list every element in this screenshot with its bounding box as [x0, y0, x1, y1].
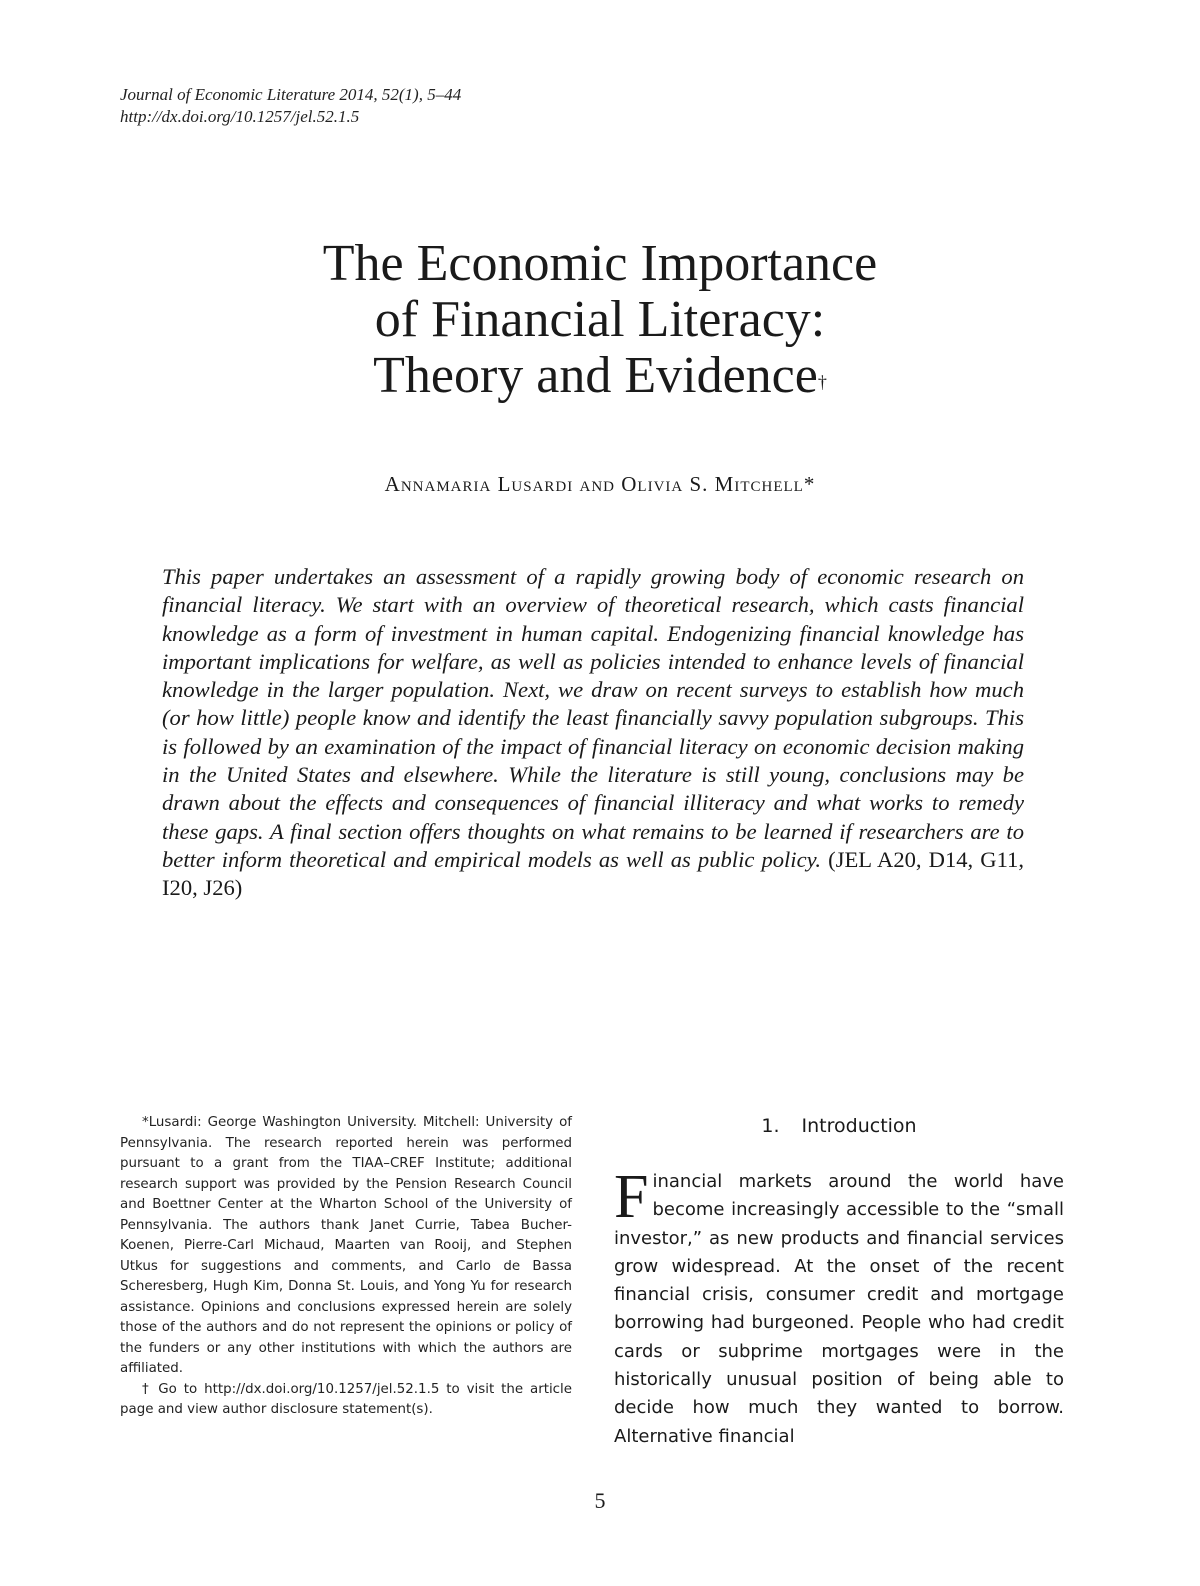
footnote-disclosure: † Go to http://dx.doi.org/10.1257/jel.52.1.5 to visit the article page and view author disclosure statement(s).	[120, 1381, 572, 1417]
paper-title	[0, 236, 1200, 404]
section-title: Introduction	[801, 1115, 917, 1137]
title-line-3-text: Theory and Evidence	[373, 347, 818, 404]
intro-text: inancial markets around the world have become increasingly accessible to the “small investor,” as new products and financial services grow widespread. At the onset of the recent financial crisis, consumer credit and mortgage borrowing had burgeoned. People who had credit cards or subprime mortgages were in the historically unusual position of being able to decide how much they wanted to borrow. Alternative financial	[614, 1171, 1064, 1447]
authors: Annamaria Lusardi and Olivia S. Mitchell*	[384, 472, 816, 496]
intro-paragraph	[614, 1163, 1064, 1451]
journal-header	[120, 84, 461, 128]
dagger-marker: †	[817, 372, 827, 392]
section-number: 1.	[761, 1115, 780, 1137]
page-number: 5	[594, 1488, 606, 1513]
abstract	[162, 563, 1024, 903]
doi-link[interactable]: http://dx.doi.org/10.1257/jel.52.1.5	[120, 107, 360, 126]
title-line-3	[0, 348, 1200, 404]
jel-codes: (JEL A20, D14, G11, I20, J26)	[162, 846, 1024, 901]
title-line-2: of Financial Literacy:	[374, 291, 826, 348]
abstract-text: This paper undertakes an assessment of a rapidly growing body of economic research on financial literacy. We start with an overview of theoretical research, which casts financial knowledge as a form of investment in human capital. Endogenizing financial knowledge has important implications for welfare, as well as policies intended to enhance levels of financial knowledge in the larger population. Next, we draw on recent surveys to establish how much (or how little) people know and identify the least financially savvy population subgroups. This is followed by an examination of the impact of financial literacy on economic decision making in the United States and elsewhere. While the literature is still young, conclusions may be drawn about the effects and consequences of financial illiteracy and what works to remedy these gaps. A final section offers thoughts on what remains to be learned if researchers are to better inform theoretical and empirical models as well as public policy.	[162, 564, 1024, 872]
title-line-1: The Economic Importance	[322, 235, 878, 292]
footnote-affiliation: *Lusardi: George Washington University. Mitchell: University of Pennsylvania. The research reported herein was performed pursuant to a grant from the TIAA–CREF Institute; additional research support was provided by the Pension Research Council and Boettner Center at the Wharton School of the University of Pennsylvania. The authors thank Janet Currie, Tabea Bucher-Koenen, Pierre-Carl Michaud, Maarten van Rooij, and Stephen Utkus for suggestions and comments, and Carlo de Bassa Scheresberg, Hugh Kim, Donna St. Louis, and Yong Yu for research assistance. Opinions and conclusions expressed herein are solely those of the authors and do not represent the opinions or policy of the funders or any other institutions with which the authors are affiliated.	[120, 1115, 572, 1376]
drop-cap: F	[614, 1163, 649, 1231]
section-heading	[614, 1115, 1064, 1137]
journal-citation: Journal of Economic Literature 2014, 52(1), 5–44	[120, 85, 462, 104]
footnotes	[120, 1113, 572, 1421]
